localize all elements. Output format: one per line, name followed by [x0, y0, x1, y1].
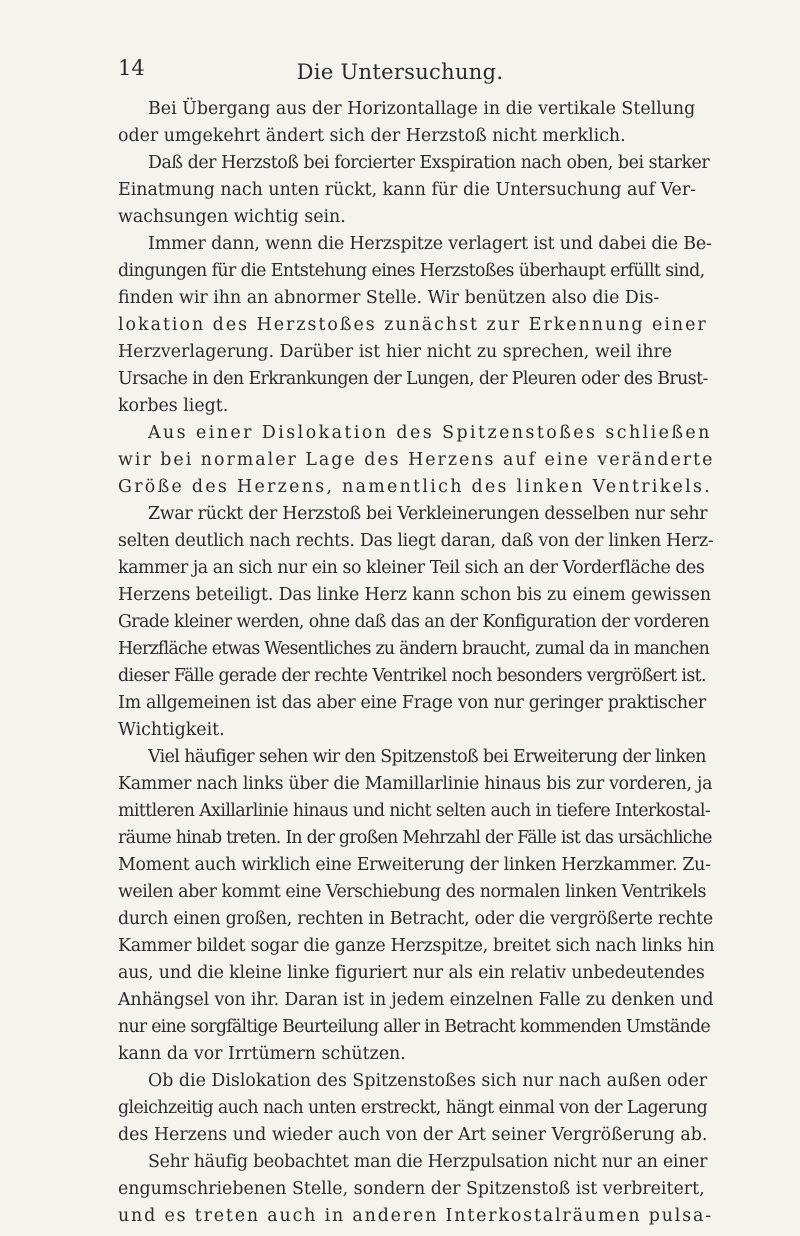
- text-line: Immer dann, wenn die Herzspitze verlagert ist und dabei die Be-: [148, 234, 712, 254]
- text-line: Einatmung nach unten rückt, kann für die Untersuchung auf Ver-: [118, 180, 697, 200]
- text-line: oder umgekehrt ändert sich der Herzstoß nicht merklich.: [118, 126, 626, 146]
- text-line: Herzfläche etwas Wesentliches zu ändern braucht, zumal da in manchen: [118, 639, 710, 659]
- text-line: selten deutlich nach rechts. Das liegt daran, daß von der linken Herz-: [118, 531, 714, 551]
- text-line: Herzverlagerung. Darüber ist hier nicht zu sprechen, weil ihre: [118, 342, 673, 362]
- text-line-spaced: Größe des Herzens, namentlich des linken Ventrikels.: [118, 477, 713, 497]
- text-line: nur eine sorgfältige Beurteilung aller in Betracht kommenden Umstände: [118, 1017, 710, 1037]
- text-line: Wichtigkeit.: [118, 720, 225, 740]
- text-line-spaced: Aus einer Dislokation des Spitzenstoßes schließen: [148, 423, 712, 443]
- text-line-spaced: lokation des Herzstoßes zunächst zur Erkennung einer: [118, 315, 708, 335]
- text-line: wachsungen wichtig sein.: [118, 207, 346, 227]
- text-line: finden wir ihn an abnormer Stelle. Wir benützen also die Dis-: [118, 288, 660, 308]
- text-line: weilen aber kommt eine Verschiebung des normalen linken Ventrikels: [118, 882, 706, 902]
- text-line: Herzens beteiligt. Das linke Herz kann schon bis zu einem gewissen: [118, 585, 711, 605]
- text-line: korbes liegt.: [118, 396, 229, 416]
- text-line: dingungen für die Entstehung eines Herzstoßes überhaupt erfüllt sind,: [118, 261, 705, 281]
- text-line: durch einen großen, rechten in Betracht, oder die vergrößerte rechte: [118, 909, 713, 929]
- text-line: Viel häufiger sehen wir den Spitzenstoß bei Erweiterung der linken: [148, 747, 706, 767]
- running-head: Die Untersuchung.: [296, 60, 504, 84]
- body-text: [118, 96, 714, 1230]
- text-line-spaced: und es treten auch in anderen Interkostalräumen pulsa-: [118, 1206, 713, 1226]
- text-line: mittleren Axillarlinie hinaus und nicht selten auch in tiefere Interkostal-: [118, 801, 711, 821]
- text-line: Sehr häufig beobachtet man die Herzpulsation nicht nur an einer: [148, 1152, 708, 1172]
- page-number: 14: [118, 56, 145, 80]
- text-line: engumschriebenen Stelle, sondern der Spitzenstoß ist verbreitert,: [118, 1179, 705, 1199]
- text-line: Ursache in den Erkrankungen der Lungen, der Pleuren oder des Brust-: [118, 369, 708, 389]
- text-line: Ob die Dislokation des Spitzenstoßes sich nur nach außen oder: [148, 1071, 708, 1091]
- text-line: Moment auch wirklich eine Erweiterung der linken Herzkammer. Zu-: [118, 855, 711, 875]
- text-line: aus, und die kleine linke figuriert nur als ein relativ unbedeutendes: [118, 963, 705, 983]
- text-line: Bei Übergang aus der Horizontallage in die vertikale Stellung: [148, 99, 696, 119]
- text-line: Daß der Herzstoß bei forcierter Exspiration nach oben, bei starker: [148, 153, 710, 173]
- text-line: Zwar rückt der Herzstoß bei Verkleinerungen desselben nur sehr: [148, 504, 708, 524]
- text-line: Grade kleiner werden, ohne daß das an der Konfiguration der vorderen: [118, 612, 709, 632]
- text-line: Kammer bildet sogar die ganze Herzspitze, breitet sich nach links hin: [118, 936, 715, 956]
- text-line: dieser Fälle gerade der rechte Ventrikel noch besonders vergrößert ist.: [118, 666, 706, 686]
- text-line: räume hinab treten. In der großen Mehrzahl der Fälle ist das ursächliche: [118, 828, 712, 848]
- text-line: gleichzeitig auch nach unten erstreckt, hängt einmal von der Lagerung: [118, 1098, 708, 1118]
- text-line: Im allgemeinen ist das aber eine Frage von nur geringer praktischer: [118, 693, 706, 713]
- text-line: kammer ja an sich nur ein so kleiner Teil sich an der Vorderfläche des: [118, 558, 705, 578]
- text-line: des Herzens und wieder auch von der Art seiner Vergrößerung ab.: [118, 1125, 708, 1145]
- text-line: kann da vor Irrtümern schützen.: [118, 1044, 406, 1064]
- text-line-spaced: wir bei normaler Lage des Herzens auf eine veränderte: [118, 450, 715, 470]
- text-line: Anhängsel von ihr. Daran ist in jedem einzelnen Falle zu denken und: [118, 990, 714, 1010]
- text-line: Kammer nach links über die Mamillarlinie hinaus bis zur vorderen, ja: [118, 774, 713, 794]
